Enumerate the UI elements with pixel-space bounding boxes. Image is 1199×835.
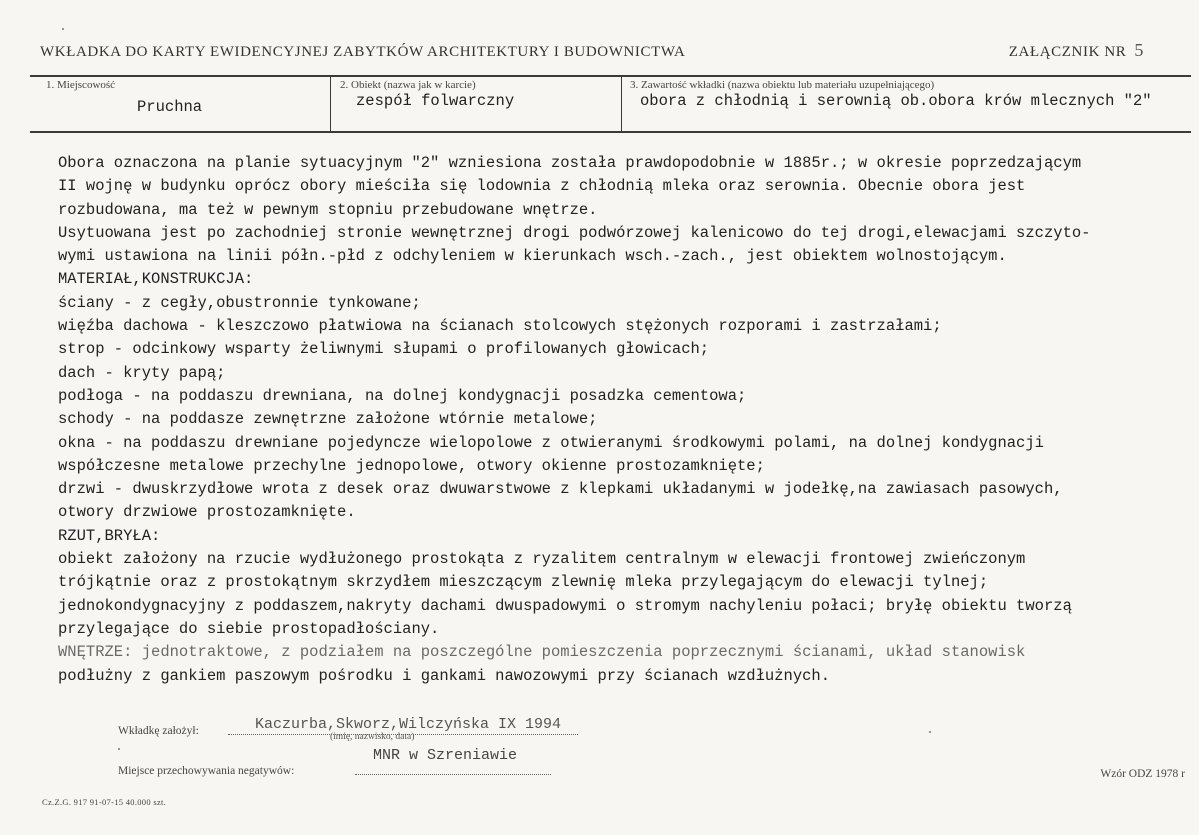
body-line: Obora oznaczona na planie sytuacyjnym "2" wzniesiona została prawdopodobnie w 1885r.; w okresie poprzedzającym [58, 154, 1082, 172]
section-heading: MATERIAŁ,KONSTRUKCJA: [58, 270, 254, 289]
creator-label: Wkładkę założył: [118, 725, 199, 737]
print-code: Cz.Z.G. 917 91-07-15 40.000 szt. [42, 797, 167, 807]
description-body [58, 152, 1188, 688]
scan-speck [118, 748, 120, 750]
body-line: wymi ustawiona na linii półn.-płd z odchyleniem w kierunkach wsch.-zach., jest obiektem wolnostojącym. [58, 247, 1007, 266]
field-divider [621, 76, 622, 131]
body-line: strop - odcinkowy wsparty żeliwnymi słupami o profilowanych głowicach; [58, 340, 710, 359]
fields-rule [30, 131, 1191, 133]
body-line: jednokondygnacyjny z poddaszem,nakryty dachami dwuspadowymi o stromym nachyleniu połaci; bryłę obiektu tworzą [58, 596, 1072, 615]
scan-speck [929, 731, 931, 733]
body-line: II wojnę w budynku oprócz obory mieściła się lodownia z chłodnią mleka oraz serownia. Obecnie obora jest [58, 177, 1026, 196]
body-line: WNĘTRZE: jednotraktowe, z podziałem na poszczególne pomieszczenia poprzecznymi ścianami, układ stanowisk [58, 643, 1026, 662]
body-line: więźba dachowa - kleszczowo płatwiowa na ścianach stolcowych stężonych rozporami i zastrzałami; [58, 317, 942, 336]
body-line: dach - kryty papą; [58, 363, 226, 382]
object-value: zespół folwarczny [356, 92, 515, 110]
section-heading: RZUT,BRYŁA: [58, 526, 161, 545]
body-line: trójkątnie oraz z prostokątnym skrzydłem mieszczącym zlewnię mleka przylegającym do elewacji tylnej; [58, 573, 989, 592]
content-value: obora z chłodnią i serownią ob.obora krów mlecznych "2" [640, 92, 1152, 110]
locality-value: Pruchna [137, 98, 203, 116]
body-line: okna - na poddaszu drewniane pojedyncze wielopolowe z otwieranymi środkowymi polami, na dolnej kondygnacji [58, 433, 1044, 452]
body-line: otwory drzwiowe prostozamknięte. [58, 503, 356, 522]
storage-label: Miejsce przechowywania negatywów: [118, 765, 295, 777]
storage-value: MNR w Szreniawie [373, 747, 518, 764]
content-label: 3. Zawartość wkładki (nazwa obiektu lub materiału uzupełniającego) [630, 79, 935, 91]
locality-label: 1. Miejscowość [46, 79, 116, 91]
creator-value: Kaczurba,Skworz,Wilczyńska IX 1994 [255, 716, 562, 733]
attachment-number-value: 5 [1134, 40, 1144, 60]
top-rule [30, 75, 1191, 77]
attachment-number [1009, 40, 1144, 61]
body-line: podłużny z gankiem paszowym pośrodku i gankami nawozowymi przy ścianach wzdłużnych. [58, 666, 831, 685]
object-label: 2. Obiekt (nazwa jak w karcie) [340, 79, 476, 91]
form-title: WKŁADKA DO KARTY EWIDENCYJNEJ ZABYTKÓW ARCHITEKTURY I BUDOWNICTWA [40, 44, 686, 60]
body-line: współczesne metalowe przechylne jednopolowe, otwory okienne prostozamknięte; [58, 456, 765, 475]
field-divider [330, 76, 331, 131]
body-line: przylegające do siebie prostopadłościany. [58, 619, 440, 638]
body-line: Usytuowana jest po zachodniej stronie wewnętrznej drogi podwórzowej kalenicowo do tej drogi,elewacjami szczyto- [58, 223, 1091, 242]
creator-hint: (imię, nazwisko, data) [330, 732, 415, 742]
template-code: Wzór ODZ 1978 r [1100, 768, 1185, 780]
storage-line [355, 774, 551, 775]
body-line: drzwi - dwuskrzydłowe wrota z desek oraz dwuwarstwowe z klepkami układanymi w jodełkę,na zawiasach pasowych, [58, 480, 1063, 499]
body-line: ściany - z cegły,obustronnie tynkowane; [58, 293, 421, 312]
attachment-label: ZAŁĄCZNIK NR [1008, 44, 1127, 60]
scan-speck [62, 28, 64, 30]
body-line: rozbudowana, ma też w pewnym stopniu przebudowane wnętrze. [58, 200, 598, 219]
body-line: podłoga - na poddaszu drewniana, na dolnej kondygnacji posadzka cementowa; [58, 386, 747, 405]
body-line: obiekt założony na rzucie wydłużonego prostokąta z ryzalitem centralnym w elewacji frontowej zwieńczonym [58, 550, 1026, 569]
body-line: schody - na poddasze zewnętrzne założone wtórnie metalowe; [58, 410, 598, 429]
